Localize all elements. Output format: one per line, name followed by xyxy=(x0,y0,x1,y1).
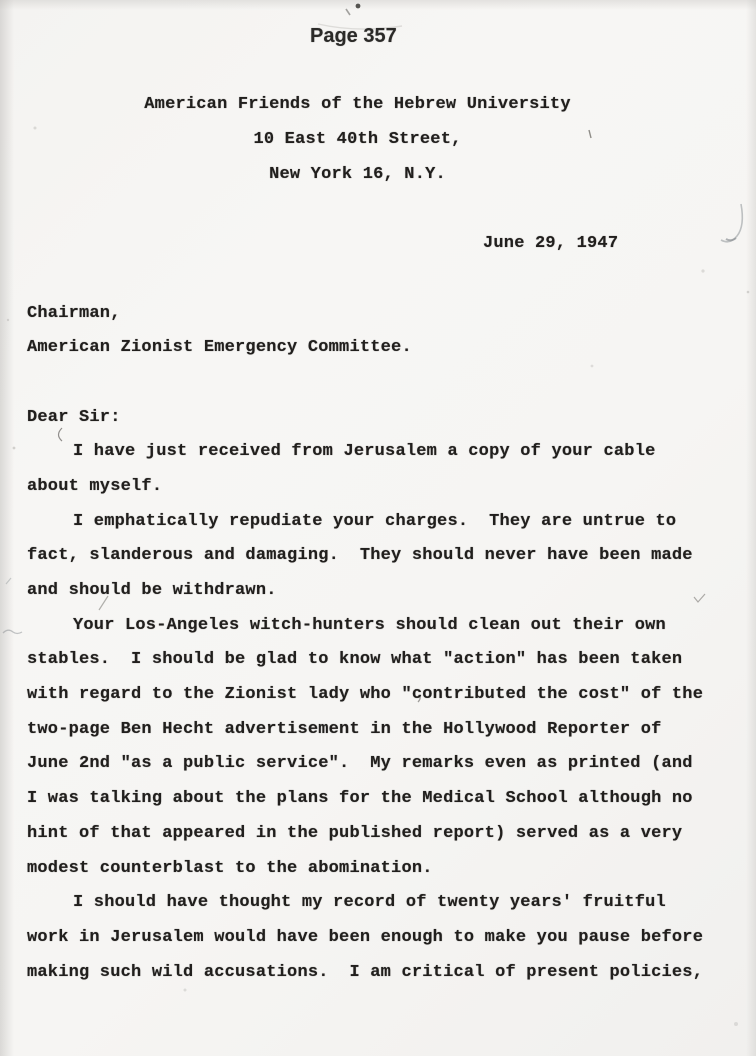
blank-line xyxy=(27,262,733,297)
pencil-speck xyxy=(6,578,11,584)
body-line: I was talking about the plans for the Medical School although no xyxy=(27,789,693,809)
body-line: I emphatically repudiate your charges. They are untrue to xyxy=(73,511,677,531)
letterhead-city: New York 16, N.Y. xyxy=(269,164,446,184)
blank-line xyxy=(27,366,733,401)
paragraph xyxy=(27,886,733,990)
body-line: and should be withdrawn. xyxy=(27,581,277,600)
body-line: I have just received from Jerusalem a copy of your cable xyxy=(73,442,656,462)
body-line: work in Jerusalem would have been enough to make you pause before xyxy=(27,927,704,947)
body-line: Your Los-Angeles witch-hunters should clean out their own xyxy=(73,615,666,635)
paper-speck xyxy=(747,291,750,294)
body-line: two-page Ben Hecht advertisement in the Hollywood Reporter of xyxy=(27,719,662,739)
letter-body xyxy=(27,435,733,990)
paper-speck xyxy=(13,447,16,450)
body-line: I should have thought my record of twenty years' fruitful xyxy=(73,893,666,913)
paper-speck xyxy=(7,319,9,321)
body-line: hint of that appeared in the published report) served as a very xyxy=(27,823,683,843)
letterhead-organization: American Friends of the Hebrew University xyxy=(144,95,571,115)
paragraph xyxy=(27,505,733,609)
body-line: making such wild accusations. I am critical of present policies, xyxy=(27,962,704,982)
blank-line xyxy=(27,54,733,89)
paragraph xyxy=(27,609,733,887)
page-label-line xyxy=(27,19,733,54)
date-text: June 29, 1947 xyxy=(483,234,619,254)
body-line: modest counterblast to the abomination. xyxy=(27,858,433,878)
body-line: fact, slanderous and damaging. They should never have been made xyxy=(27,546,693,566)
blank-line xyxy=(27,192,733,227)
body-line: with regard to the Zionist lady who "contributed the cost" of the xyxy=(27,685,704,705)
page-number-label: Page 357 xyxy=(310,25,397,47)
body-line: about myself. xyxy=(27,476,163,496)
letter-content xyxy=(27,19,733,990)
recipient-title: Chairman, xyxy=(27,303,121,323)
recipient-organization: American Zionist Emergency Committee. xyxy=(27,338,412,358)
body-line: June 2nd "as a public service". My remarks even as printed (and xyxy=(27,754,693,774)
salutation: Dear Sir: xyxy=(27,407,121,427)
letterhead-street: 10 East 40th Street, xyxy=(253,130,462,150)
ink-speck xyxy=(346,9,350,15)
paragraph xyxy=(27,435,733,504)
paper-speck xyxy=(734,1022,738,1026)
ink-speck xyxy=(356,4,361,9)
date-line xyxy=(27,227,733,262)
pencil-tilde xyxy=(3,630,22,633)
body-line: stables. I should be glad to know what "action" has been taken xyxy=(27,650,683,670)
